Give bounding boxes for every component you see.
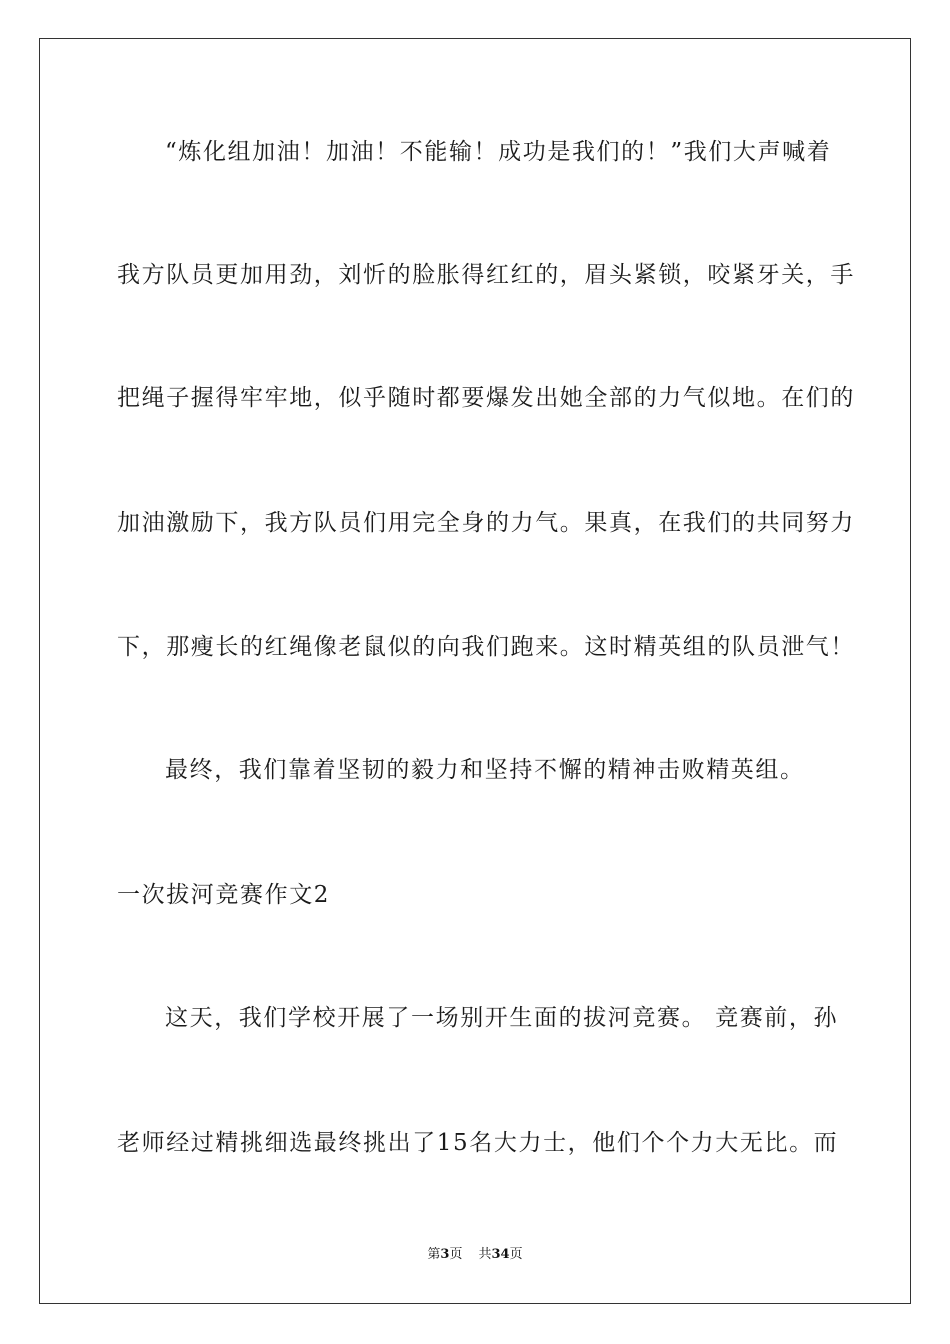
page-footer <box>0 1246 950 1264</box>
paragraph-line-6: 最终，我们靠着坚韧的毅力和坚持不懈的精神击败精英组。 <box>165 757 805 783</box>
total-pages: 34 <box>491 1247 510 1262</box>
total-suffix: 页 <box>509 1247 523 1262</box>
paragraph-line-4: 加油激励下，我方队员们用完全身的力气。果真，在我们的共同努力 <box>117 510 855 536</box>
section-heading: 一次拔河竞赛作文2 <box>117 882 331 908</box>
page-suffix: 页 <box>449 1247 463 1262</box>
paragraph-line-5: 下，那瘦长的红绳像老鼠似的向我们跑来。这时精英组的队员泄气！ <box>117 634 855 660</box>
paragraph-line-3: 把绳子握得牢牢地，似乎随时都要爆发出她全部的力气似地。在们的 <box>117 385 855 411</box>
page-prefix: 第 <box>427 1247 441 1262</box>
paragraph-line-1: “炼化组加油！加油！不能输！成功是我们的！”我们大声喊着 <box>165 139 832 165</box>
total-prefix: 共 <box>478 1247 492 1262</box>
paragraph-line-8: 老师经过精挑细选最终挑出了15名大力士，他们个个力大无比。而 <box>117 1130 839 1156</box>
page-number: 3 <box>440 1247 450 1262</box>
page-frame <box>39 38 911 1304</box>
paragraph-line-2: 我方队员更加用劲，刘忻的脸胀得红红的，眉头紧锁，咬紧牙关，手 <box>117 262 855 288</box>
paragraph-line-7: 这天，我们学校开展了一场别开生面的拔河竞赛。 竞赛前，孙 <box>165 1005 839 1031</box>
